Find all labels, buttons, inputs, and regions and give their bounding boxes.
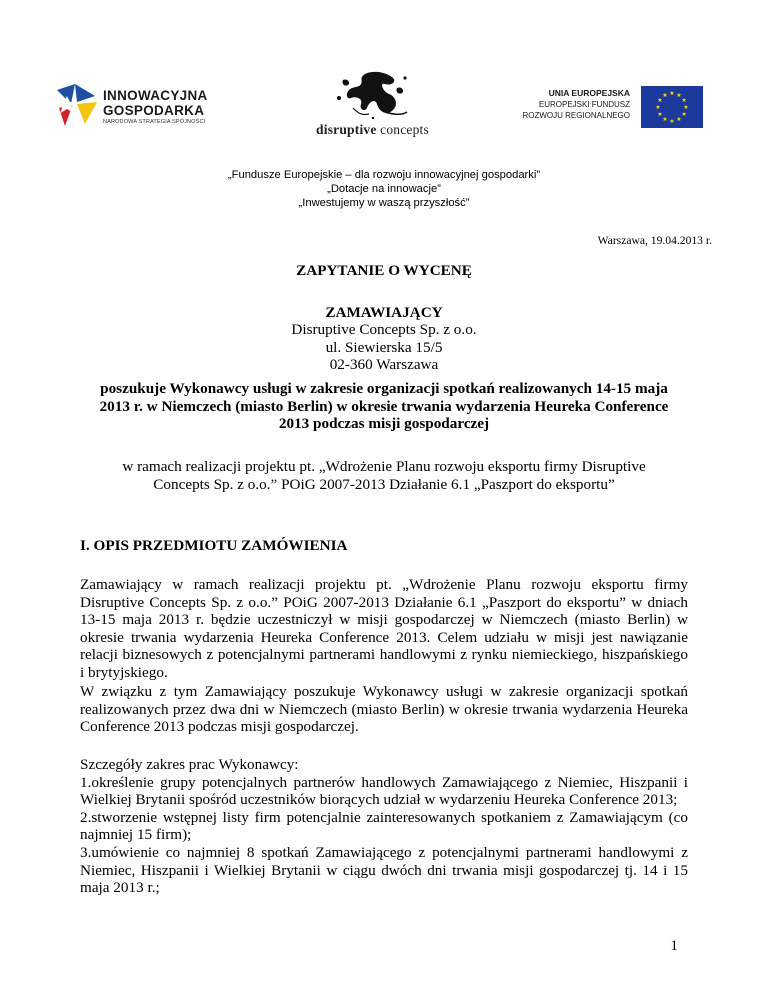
- svg-text:★: ★: [681, 97, 687, 104]
- scope-intro: Szczegóły zakres prac Wykonawcy:: [80, 756, 299, 773]
- document-date: Warszawa, 19.04.2013 r.: [597, 234, 712, 247]
- svg-text:★: ★: [669, 118, 675, 125]
- company-city: 02-360 Warszawa: [329, 356, 439, 373]
- section-heading: I. OPIS PRZEDMIOTU ZAMÓWIENIA: [80, 537, 348, 554]
- motto-2: „Dotacje na innowacje”: [327, 183, 441, 195]
- unia-europejska-logo: [498, 86, 703, 130]
- paragraph-contractor: W związku z tym Zamawiający poszukuje Wykonawcy usługi w zakresie organizacji spotkań realizowanych przez dwa dni w Niemczech (miasto Berlin) w okresie trwania wydarzenia Heureka Conference 2013 podczas misji gospodarczej.: [80, 683, 688, 736]
- mottos: [0, 168, 768, 210]
- eu-stars-icon: [641, 86, 703, 128]
- list-item: 3.umówienie co najmniej 8 spotkań Zamawiającego z potencjalnymi partnerami handlowymi z Niemiec, Hiszpanii i Wielkiej Brytanii w ciągu dwóch dni trwania misji gospodarczej tj. 14 i 15 maja 2013 r.;: [80, 843, 688, 897]
- svg-text:★: ★: [662, 116, 668, 124]
- dc-word-bold: disruptive: [316, 122, 377, 137]
- svg-text:★: ★: [662, 91, 668, 99]
- ue-text-block: [522, 88, 630, 121]
- page-number: 1: [670, 937, 678, 954]
- svg-text:★: ★: [676, 116, 682, 124]
- ig-emblem-icon: [55, 82, 99, 128]
- ig-line3: NARODOWA STRATEGIA SPÓJNOŚCI: [103, 119, 206, 125]
- company-street: ul. Siewierska 15/5: [325, 338, 443, 356]
- svg-text:★: ★: [683, 104, 689, 111]
- motto-3: „Inwestujemy w waszą przyszłość”: [298, 197, 470, 209]
- innowacyjna-gospodarka-logo: [55, 82, 240, 132]
- dc-wordmark: [290, 122, 455, 138]
- ink-splash-icon: [333, 68, 413, 120]
- motto-1: „Fundusze Europejskie – dla rozwoju innowacyjnej gospodarki”: [227, 169, 541, 181]
- ordering-party-label: ZAMAWIAJĄCY: [325, 304, 443, 321]
- svg-text:★: ★: [655, 104, 661, 111]
- project-statement: w ramach realizacji projektu pt. „Wdrożenie Planu rozwoju eksportu firmy Disruptive Concepts Sp. z o.o.” POiG 2007-2013 Działanie 6.1 „Paszport do eksportu”: [122, 458, 646, 493]
- ig-line1: INNOWACYJNA: [103, 88, 208, 103]
- ig-line2: GOSPODARKA: [103, 103, 205, 118]
- seeks-statement: poszukuje Wykonawcy usługi w zakresie organizacji spotkań realizowanych 14-15 maja 2013 r. w Niemczech (miasto Berlin) w okresie trwania wydarzenia Heureka Conference 2013 podczas misji gospodarczej: [99, 380, 669, 432]
- company-name: Disruptive Concepts Sp. z o.o.: [291, 321, 477, 338]
- svg-text:★: ★: [657, 111, 663, 118]
- svg-text:★: ★: [676, 91, 682, 99]
- ordering-party-address: [0, 321, 768, 374]
- svg-text:★: ★: [669, 90, 675, 97]
- ue-line1: UNIA EUROPEJSKA: [548, 88, 630, 98]
- svg-text:★: ★: [681, 111, 687, 118]
- dc-word-regular: concepts: [380, 122, 429, 137]
- document-title: ZAPYTANIE O WYCENĘ: [296, 262, 472, 279]
- ue-line2: EUROPEJSKI FUNDUSZ: [538, 100, 630, 109]
- list-item: 2.stworzenie wstępnej listy firm potencjalnie zainteresowanych spotkaniem z Zamawiającym (co najmniej 15 firm);: [80, 808, 688, 844]
- scope-of-work: [80, 756, 688, 897]
- ue-line3: ROZWOJU REGIONALNEGO: [522, 111, 630, 120]
- eu-flag-icon: [641, 86, 703, 128]
- paragraph-intro: Zamawiający w ramach realizacji projektu pt. „Wdrożenie Planu rozwoju eksportu firmy Disruptive Concepts Sp. z o.o.” POiG 2007-2013 Działanie 6.1 „Paszport do eksportu” w dniach 13-15 maja 2013 r. będzie uczestniczył w misji gospodarczej w Niemczech (miasto Berlin) w okresie trwania wydarzenia Heureka Conference 2013. Celem udziału w misji jest nawiązanie relacji biznesowych z potencjalnymi partnerami handlowymi z rynku niemieckiego, hiszpańskiego i brytyjskiego.: [80, 576, 688, 681]
- svg-text:★: ★: [657, 97, 663, 104]
- list-item: 1.określenie grupy potencjalnych partnerów handlowych Zamawiającego z Niemiec, Hiszpanii i Wielkiej Brytanii spośród uczestników biorących udział w wydarzeniu Heureka Conference 2013;: [80, 773, 688, 809]
- ig-text-block: [103, 88, 208, 125]
- disruptive-concepts-logo: [290, 68, 455, 140]
